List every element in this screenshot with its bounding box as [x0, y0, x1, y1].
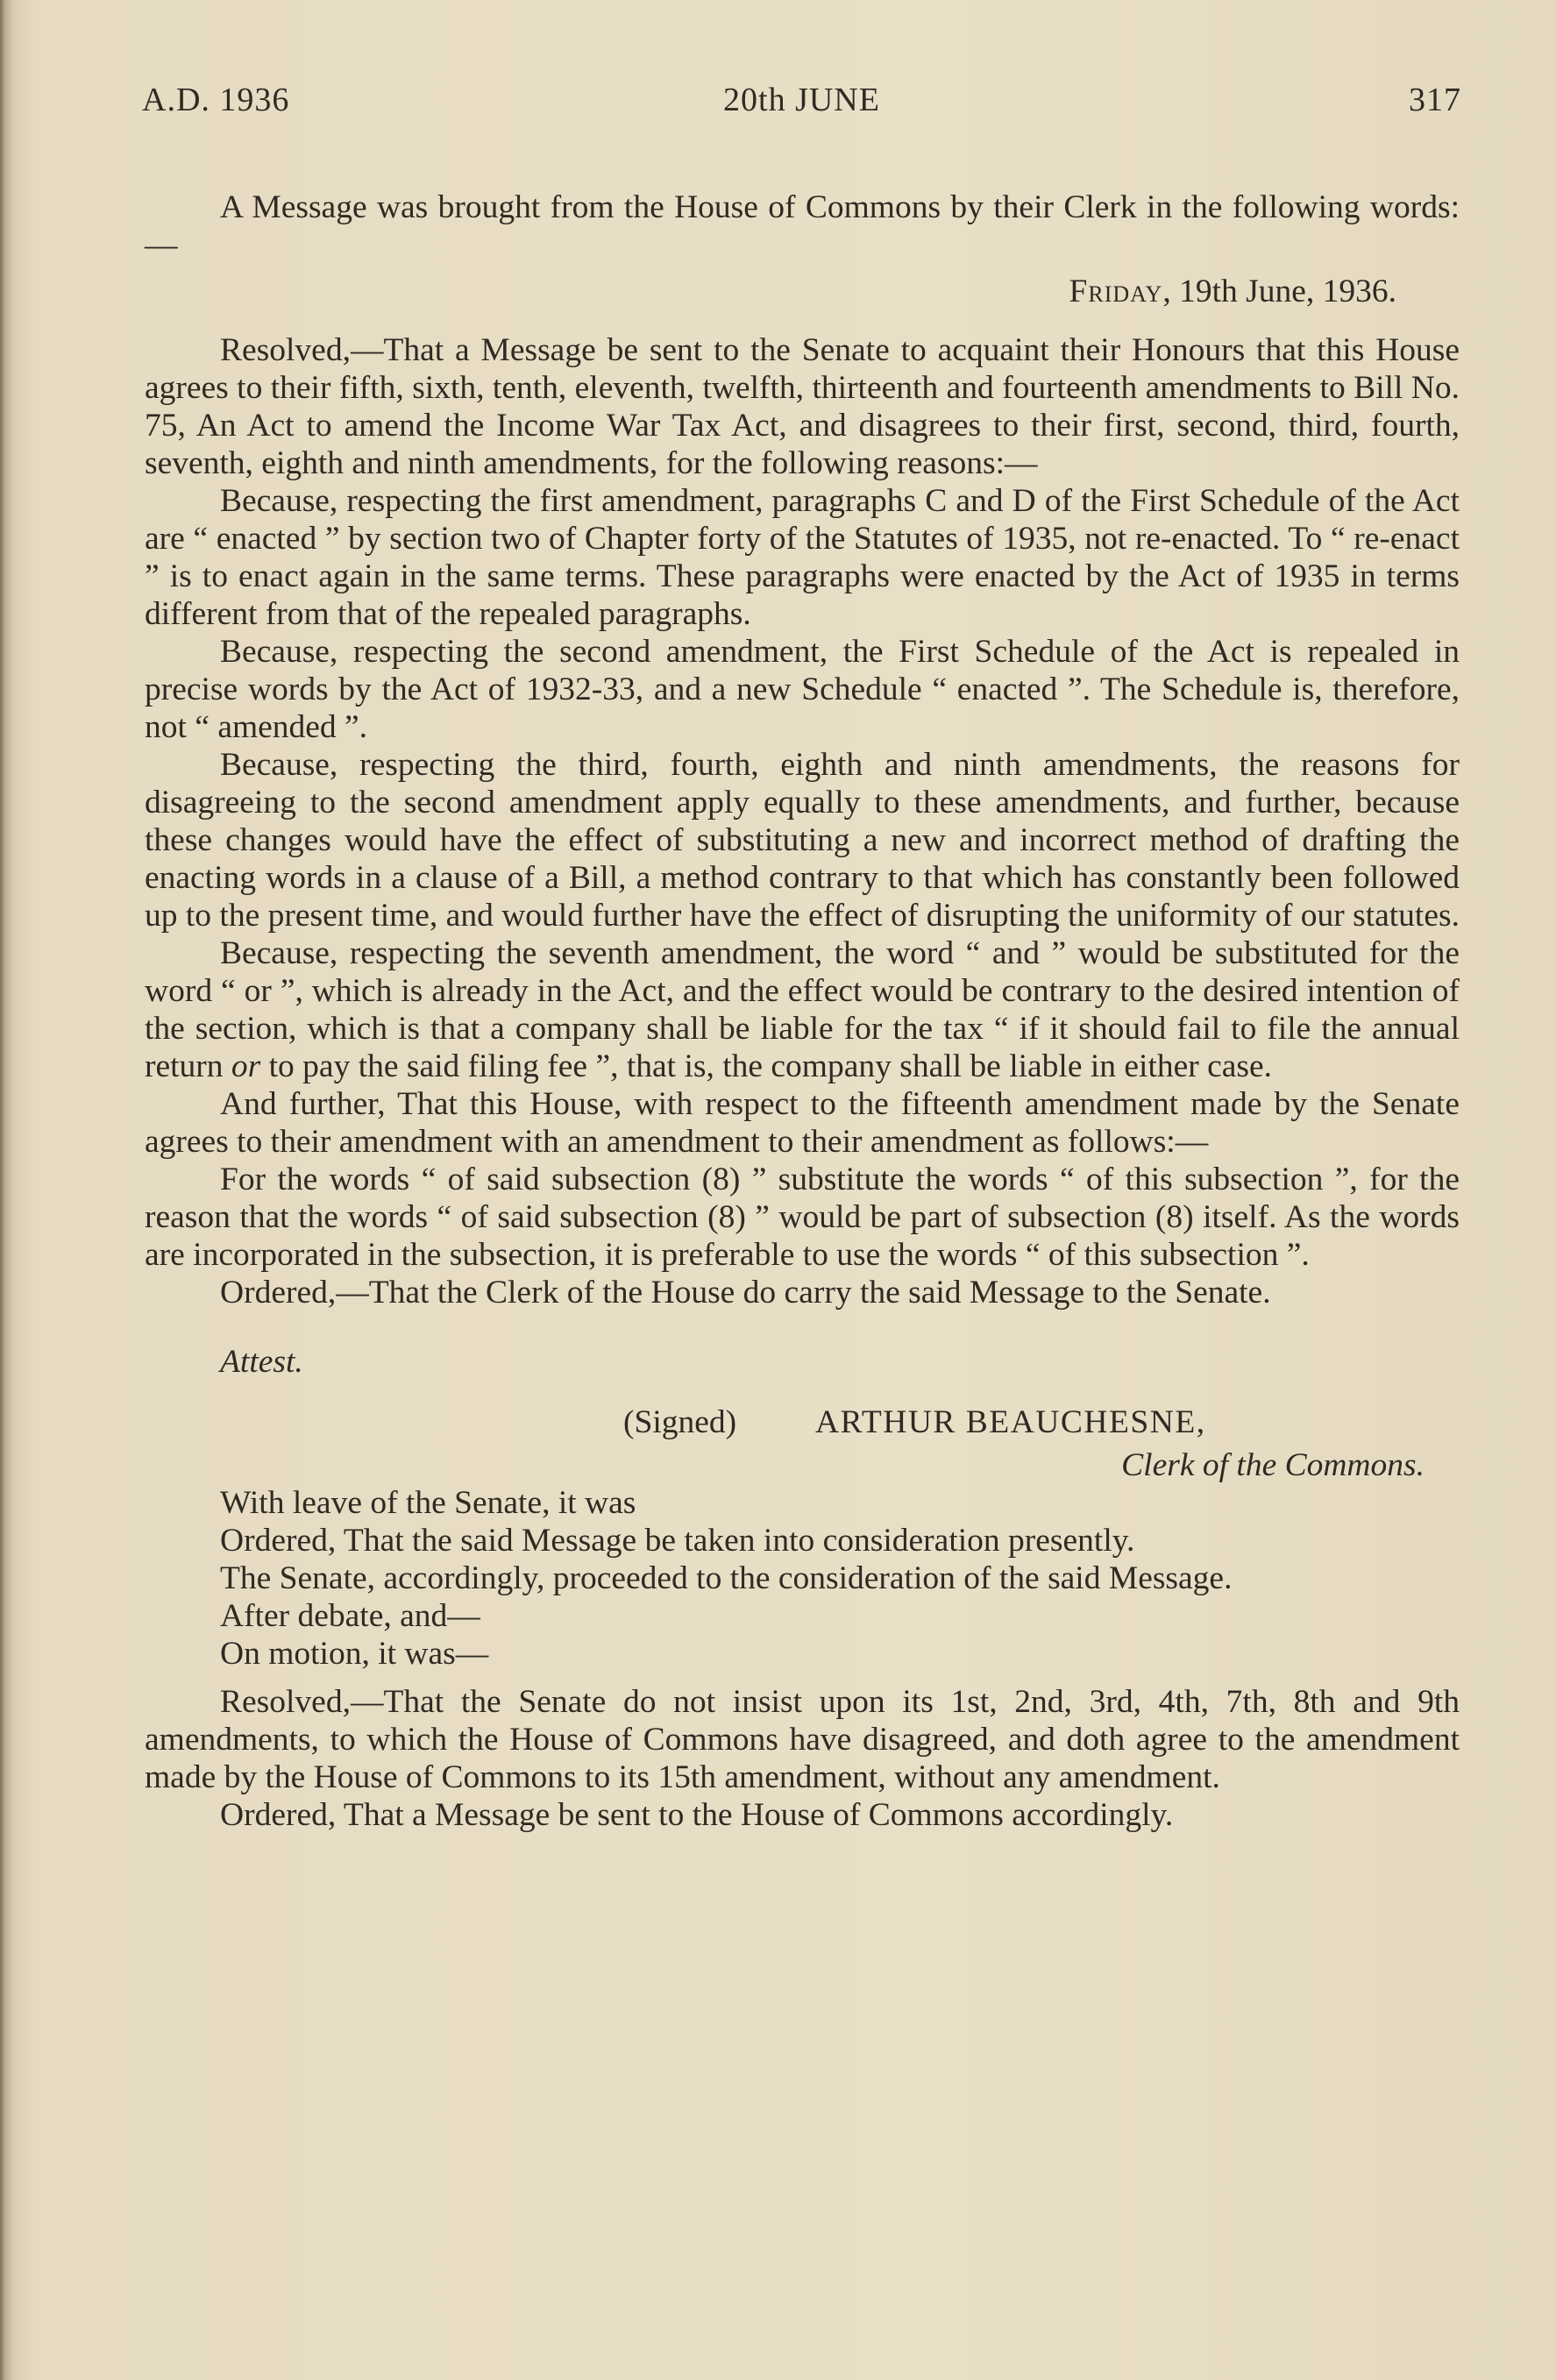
message-date-day: Friday	[1069, 274, 1163, 309]
resolved-paragraph: Resolved,—That a Message be sent to the Senate to acquaint their Honours that this House agrees to their fifth, sixth, tenth, eleventh, twelfth, thirteenth and fourteenth amendments to Bill No. 75, An Act to amend the Income War Tax Act, and disagrees to their first, second, third, fourth, seventh, eighth and ninth amendments, for the following reasons:—	[145, 332, 1460, 481]
message-intro: A Message was brought from the House of Commons by their Clerk in the following words:—	[145, 189, 1460, 263]
after-debate-line: After debate, and—	[220, 1598, 480, 1634]
with-leave-line: With leave of the Senate, it was	[220, 1485, 636, 1521]
because-fourth-or: or	[231, 1048, 261, 1084]
signatory-name: ARTHUR BEAUCHESNE,	[815, 1404, 1206, 1440]
ordered-message-line: Ordered, That a Message be sent to the House of Commons accordingly.	[220, 1797, 1174, 1833]
page-header	[142, 81, 1461, 124]
for-the-words-paragraph: For the words “ of said subsection (8) ” substitute the words “ of this subsection ”, for the reason that the words “ of said subsection (8) ” would be part of subsection (8) itself. As the words are incorporated in the subsection, it is preferable to use the words “ of this subsection ”.	[145, 1162, 1460, 1273]
signatory-title: Clerk of the Commons.	[1121, 1447, 1425, 1483]
signature-line	[145, 1403, 1460, 1441]
because-fourth-part-a: Because, respecting the seventh amendment, the word “ and ” would be substituted for the word “ or ”, which is already in the Act, and the effect would be contrary to the desired intention of the section, which is that a company shall be liable for the tax “ if it should fail to file the annual return	[145, 935, 1460, 1084]
page-number: 317	[1409, 82, 1461, 118]
header-year: A.D. 1936	[142, 82, 290, 118]
header-date: 20th JUNE	[723, 82, 880, 118]
because-first: Because, respecting the first amendment, paragraphs C and D of the First Schedule of the Act are “ enacted ” by section two of Chapter forty of the Statutes of 1935, not re-enacted. To “ re-enact ” is to enact again in the same terms. These paragraphs were enacted by the Act of 1935 in terms different from that of the repealed paragraphs.	[145, 483, 1460, 632]
attest-label: Attest.	[220, 1344, 303, 1380]
senate-accordingly-line: The Senate, accordingly, proceeded to the consideration of the said Message.	[220, 1560, 1233, 1596]
document-body	[145, 188, 1460, 1834]
because-third: Because, respecting the third, fourth, eighth and ninth amendments, the reasons for disagreeing to the second amendment apply equally to these amendments, and further, because these changes would have the effect of substituting a new and incorrect method of drafting the enacting words in a clause of a Bill, a method contrary to that which has constantly been followed up to the present time, and would further have the effect of disrupting the uniformity of our statutes.	[145, 747, 1460, 934]
ordered-consider-line: Ordered, That the said Message be taken into consideration presently.	[220, 1523, 1135, 1559]
ordered-clerk-paragraph: Ordered,—That the Clerk of the House do carry the said Message to the Senate.	[220, 1275, 1271, 1311]
signed-label: (Signed)	[623, 1404, 737, 1440]
on-motion-line: On motion, it was—	[220, 1636, 489, 1672]
message-date-rest: , 19th June, 1936.	[1162, 274, 1396, 309]
message-date	[145, 273, 1396, 310]
because-fourth-part-b: to pay the said filing fee ”, that is, the company shall be liable in either case.	[260, 1048, 1273, 1084]
senate-resolved-paragraph: Resolved,—That the Senate do not insist upon its 1st, 2nd, 3rd, 4th, 7th, 8th and 9th amendments, to which the House of Commons have disagreed, and doth agree to the amendment made by the House of Commons to its 15th amendment, without any amendment.	[145, 1684, 1460, 1795]
because-fourth	[145, 934, 1460, 1085]
and-further-paragraph: And further, That this House, with respect to the fifteenth amendment made by the Senate agrees to their amendment with an amendment to their amendment as follows:—	[145, 1086, 1460, 1160]
because-second: Because, respecting the second amendment, the First Schedule of the Act is repealed in precise words by the Act of 1932-33, and a new Schedule “ enacted ”. The Schedule is, therefore, not “ amended ”.	[145, 634, 1460, 745]
